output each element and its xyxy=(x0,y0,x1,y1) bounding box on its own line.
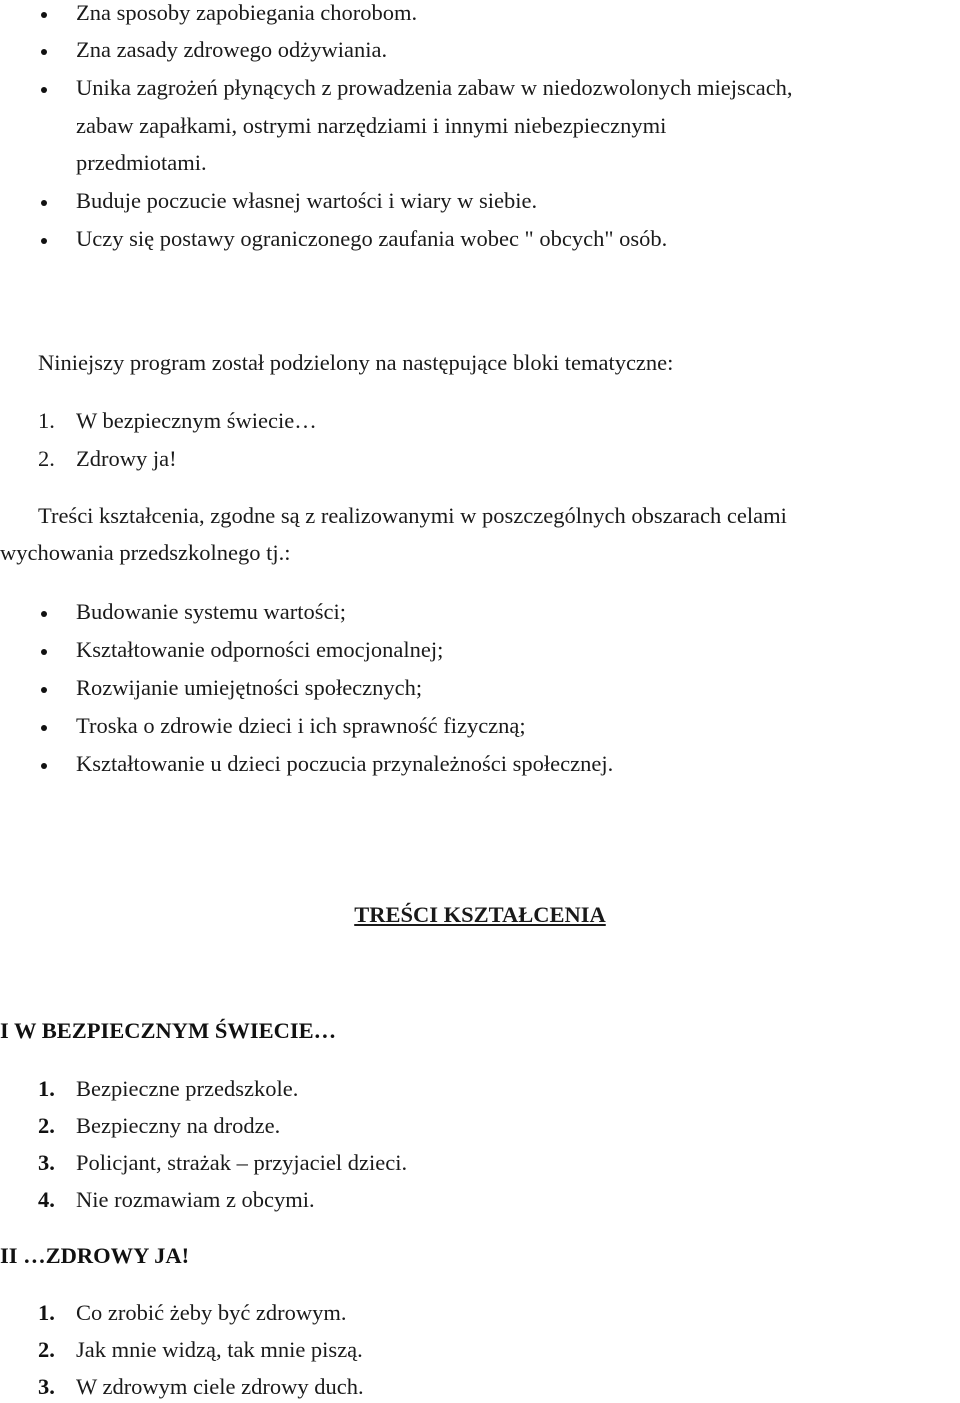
bullet-icon xyxy=(41,49,47,55)
list-item: Kształtowanie odporności emocjonalnej; xyxy=(76,637,444,662)
list-number: 1. xyxy=(38,408,55,433)
list-number: 2. xyxy=(38,1113,55,1138)
list-item: Unika zagrożeń płynących z prowadzenia zabaw w niedozwolonych miejscach, xyxy=(76,75,793,100)
list-item-continuation: zabaw zapałkami, ostrymi narzędziami i innymi niebezpiecznymi xyxy=(76,113,667,138)
main-heading: TREŚCI KSZTAŁCENIA xyxy=(354,902,606,927)
bullet-icon xyxy=(41,238,47,244)
bullet-icon xyxy=(41,611,47,617)
list-item: Buduje poczucie własnej wartości i wiary w siebie. xyxy=(76,188,538,213)
list-item: Nie rozmawiam z obcymi. xyxy=(76,1187,315,1212)
list-item: Zdrowy ja! xyxy=(76,446,177,471)
list-item: Zna sposoby zapobiegania chorobom. xyxy=(76,0,418,25)
list-number: 2. xyxy=(38,1337,55,1362)
list-number: 1. xyxy=(38,1300,55,1325)
content-paragraph-line: Treści kształcenia, zgodne są z realizowanymi w poszczególnych obszarach celami xyxy=(38,503,787,528)
list-number: 4. xyxy=(38,1187,55,1212)
list-item: Uczy się postawy ograniczonego zaufania wobec " obcych" osób. xyxy=(76,226,668,251)
bullet-icon xyxy=(41,200,47,206)
list-item: Rozwijanie umiejętności społecznych; xyxy=(76,675,423,700)
list-item: Policjant, strażak – przyjaciel dzieci. xyxy=(76,1150,408,1175)
bullet-icon xyxy=(41,649,47,655)
list-item: Budowanie systemu wartości; xyxy=(76,599,346,624)
bullet-icon xyxy=(41,725,47,731)
list-number: 2. xyxy=(38,446,55,471)
section-title: II …ZDROWY JA! xyxy=(0,1243,190,1268)
section-title: I W BEZPIECZNYM ŚWIECIE… xyxy=(0,1018,337,1043)
list-item: Troska o zdrowie dzieci i ich sprawność fizyczną; xyxy=(76,713,526,738)
bullet-icon xyxy=(41,687,47,693)
list-item: Bezpieczne przedszkole. xyxy=(76,1076,299,1101)
list-item: W zdrowym ciele zdrowy duch. xyxy=(76,1374,364,1399)
list-number: 3. xyxy=(38,1374,55,1399)
list-item: W bezpiecznym świecie… xyxy=(76,408,317,433)
program-intro-text: Niniejszy program został podzielony na następujące bloki tematyczne: xyxy=(38,350,674,375)
bullet-icon xyxy=(41,763,47,769)
list-item: Co zrobić żeby być zdrowym. xyxy=(76,1300,347,1325)
list-item-continuation: przedmiotami. xyxy=(76,150,207,175)
list-item: Zna zasady zdrowego odżywiania. xyxy=(76,37,388,62)
content-paragraph-line: wychowania przedszkolnego tj.: xyxy=(0,540,291,565)
list-item: Bezpieczny na drodze. xyxy=(76,1113,281,1138)
list-number: 3. xyxy=(38,1150,55,1175)
bullet-icon xyxy=(41,12,47,18)
list-number: 1. xyxy=(38,1076,55,1101)
bullet-icon xyxy=(41,87,47,93)
list-item: Jak mnie widzą, tak mnie piszą. xyxy=(76,1337,363,1362)
list-item: Kształtowanie u dzieci poczucia przynależności społecznej. xyxy=(76,751,614,776)
